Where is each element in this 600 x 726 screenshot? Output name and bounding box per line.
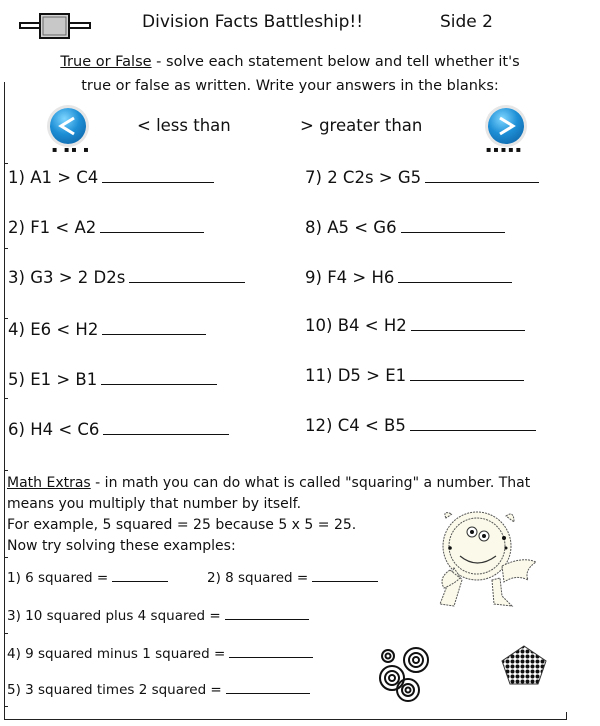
- question-9: 9) F4 > H6: [305, 268, 512, 287]
- extra-answer-blank-2[interactable]: [312, 580, 378, 582]
- page-border-bottom: [4, 719, 566, 720]
- answer-blank-9[interactable]: [398, 281, 512, 283]
- question-1: 1) A1 > C4: [8, 168, 214, 187]
- page-border-left: [4, 82, 5, 719]
- battleship-icon: [18, 12, 92, 44]
- question-10: 10) B4 < H2: [305, 316, 525, 335]
- swirl-clipart-icon: [374, 640, 438, 708]
- answer-blank-7[interactable]: [425, 181, 539, 183]
- answer-blank-11[interactable]: [410, 379, 524, 381]
- page-title: Division Facts Battleship!!: [142, 12, 364, 32]
- question-8: 8) A5 < G6: [305, 218, 505, 237]
- math-extras-line-4: Now try solving these examples:: [7, 538, 236, 554]
- extra-problem-3: 3) 10 squared plus 4 squared =: [7, 608, 309, 624]
- page-border-tick: [566, 712, 567, 720]
- answer-blank-8[interactable]: [401, 231, 505, 233]
- question-3: 3) G3 > 2 D2s: [8, 268, 245, 287]
- extra-answer-blank-4[interactable]: [229, 656, 313, 658]
- instructions-text: - solve each statement below and tell whether it's: [151, 54, 520, 70]
- math-extras-line-1: Math Extras - in math you can do what is called "squaring" a number. That: [7, 475, 531, 491]
- extra-answer-blank-5[interactable]: [226, 692, 310, 694]
- question-4: 4) E6 < H2: [8, 320, 206, 339]
- right-arrow-orb-icon: [488, 108, 524, 144]
- extra-problem-5: 5) 3 squared times 2 squared =: [7, 682, 310, 698]
- dotted-pentagon-icon: [500, 644, 548, 690]
- question-7: 7) 2 C2s > G5: [305, 168, 539, 187]
- question-6: 6) H4 < C6: [8, 420, 229, 439]
- answer-blank-3[interactable]: [129, 281, 245, 283]
- question-12: 12) C4 < B5: [305, 416, 536, 435]
- border-tick: [4, 470, 8, 471]
- extra-problem-2: 2) 8 squared =: [207, 570, 378, 586]
- math-extras-line-3: For example, 5 squared = 25 because 5 x 5 = 25.: [7, 517, 357, 533]
- less-than-label: < less than: [137, 116, 231, 135]
- answer-blank-4[interactable]: [102, 333, 206, 335]
- math-extras-heading: Math Extras: [7, 475, 91, 491]
- question-5: 5) E1 > B1: [8, 370, 217, 389]
- math-extras-line-2: means you multiply that number by itself.: [7, 496, 302, 512]
- answer-blank-6[interactable]: [103, 433, 229, 435]
- extra-answer-blank-1[interactable]: [112, 580, 168, 582]
- border-tick: [4, 398, 8, 399]
- answer-blank-1[interactable]: [102, 181, 214, 183]
- monster-clipart-icon: [432, 508, 542, 616]
- question-11: 11) D5 > E1: [305, 366, 524, 385]
- border-tick: [4, 557, 8, 558]
- extra-answer-blank-3[interactable]: [225, 618, 309, 620]
- page-side-label: Side 2: [440, 12, 493, 32]
- answer-blank-5[interactable]: [101, 383, 217, 385]
- true-false-heading: True or False: [60, 54, 152, 70]
- dots-decoration: ▪▪▪▪▪: [486, 145, 524, 154]
- border-tick: [4, 706, 8, 707]
- instructions-line-1: [0, 54, 580, 70]
- extra-problem-1: 1) 6 squared =: [7, 570, 168, 586]
- answer-blank-2[interactable]: [100, 231, 204, 233]
- left-arrow-orb-icon: [50, 108, 86, 144]
- dots-decoration: ▪ ▪▪ ▪: [52, 145, 91, 154]
- answer-blank-10[interactable]: [411, 329, 525, 331]
- border-tick: [4, 163, 8, 164]
- border-tick: [4, 248, 8, 249]
- border-tick: [4, 318, 8, 319]
- border-tick: [4, 633, 8, 634]
- extra-problem-4: 4) 9 squared minus 1 squared =: [7, 646, 313, 662]
- greater-than-label: > greater than: [300, 116, 423, 135]
- answer-blank-12[interactable]: [410, 429, 536, 431]
- question-2: 2) F1 < A2: [8, 218, 204, 237]
- instructions-line-2: true or false as written. Write your answers in the blanks:: [81, 78, 499, 94]
